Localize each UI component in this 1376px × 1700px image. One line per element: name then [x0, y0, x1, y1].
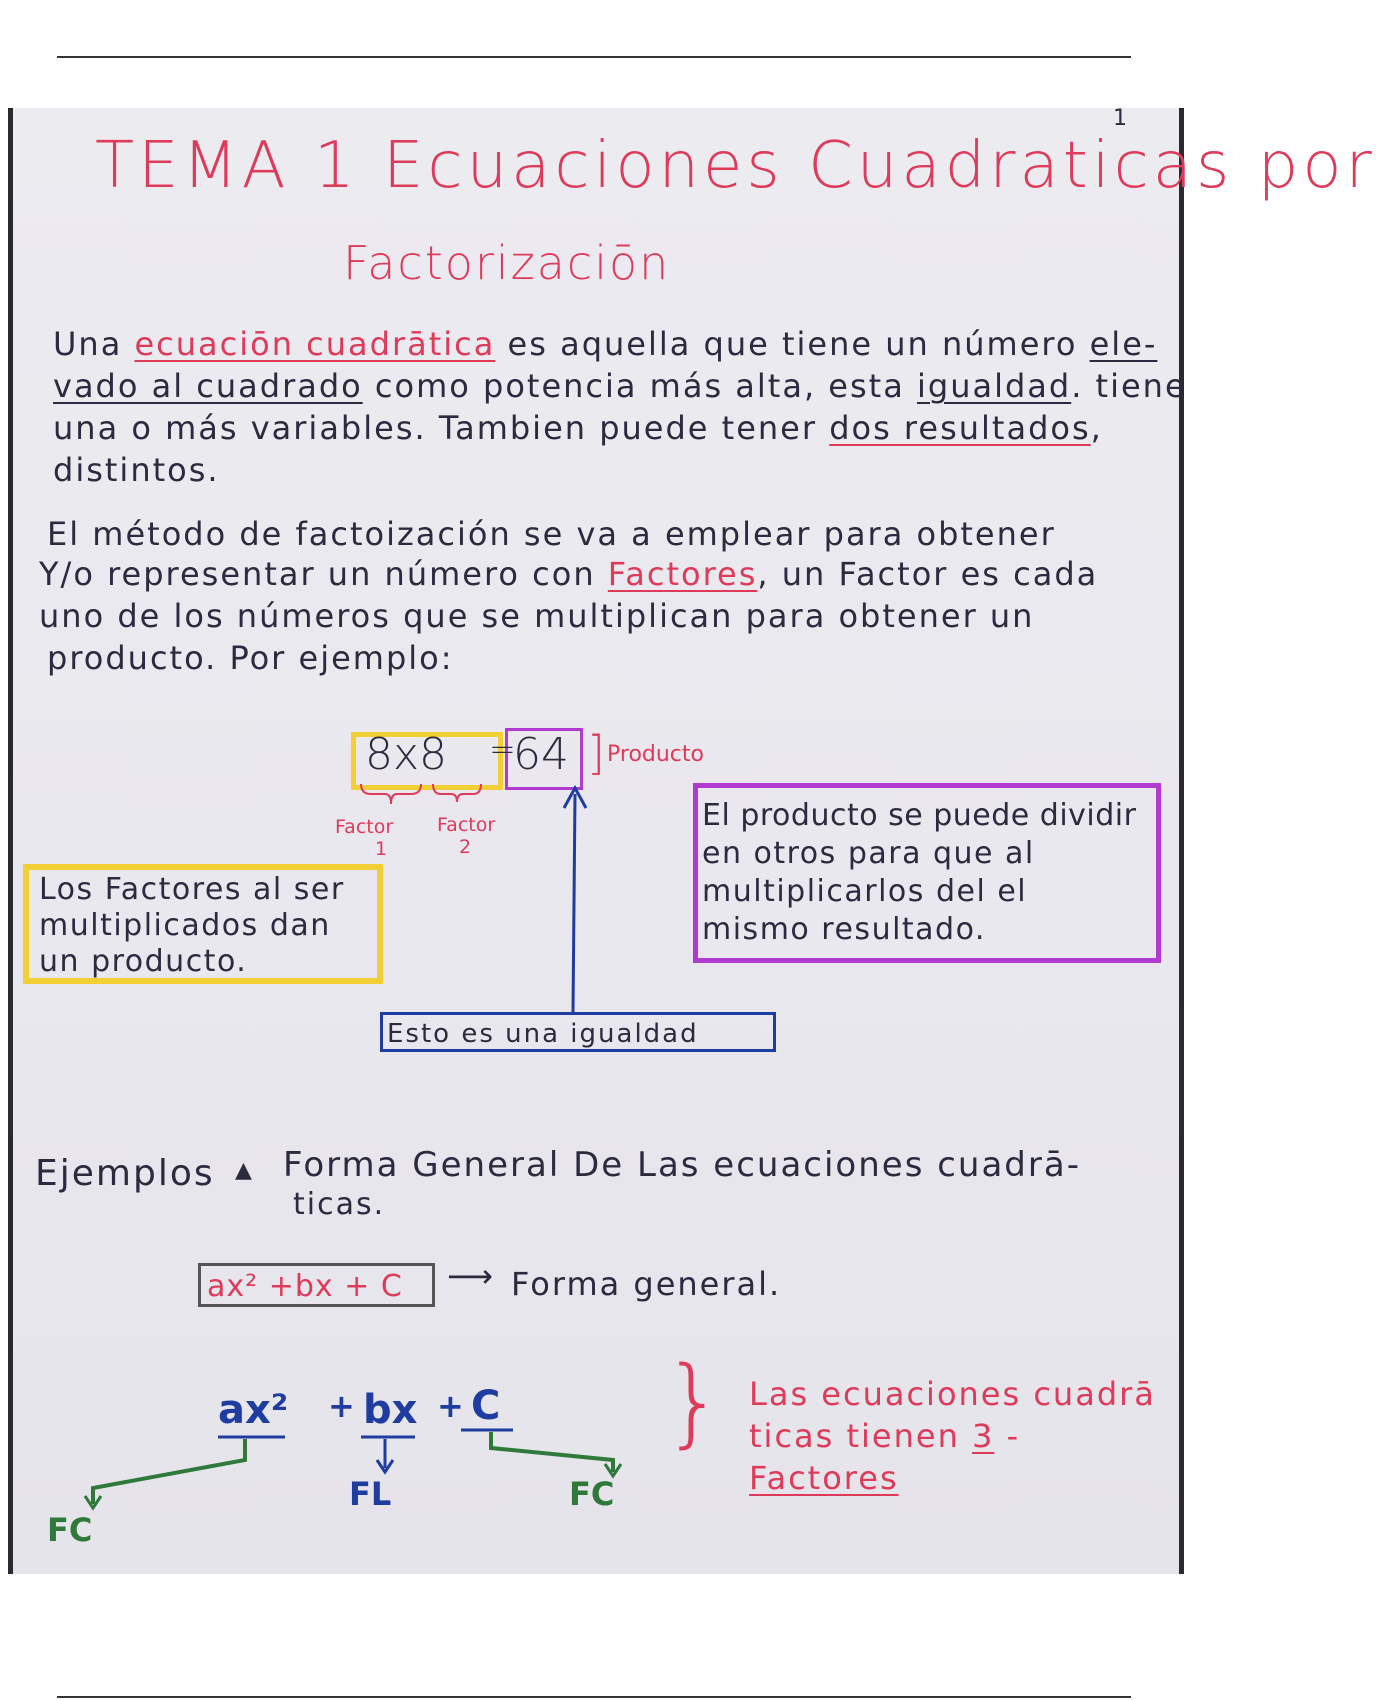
note-factors-line-1: Los Factores al ser	[39, 872, 345, 907]
general-form-label: Forma general.	[511, 1265, 782, 1303]
notebook-page	[8, 106, 1376, 1574]
method-line-2: Y/o representar un número con Factores, un Factor es cada	[39, 555, 1099, 593]
conclusion-line-1: Las ecuaciones cuadrā	[749, 1375, 1156, 1413]
note-product-line-1: El producto se puede dividir	[702, 798, 1137, 833]
term-plus-2: +	[437, 1387, 464, 1425]
term-igualdad: igualdad	[916, 367, 1072, 405]
examples-label: Ejemplos	[35, 1153, 215, 1194]
page-title-line-2: Factorizaciōn	[343, 236, 671, 290]
label-fc-left: FC	[47, 1511, 93, 1549]
term-factores: Factores	[607, 555, 758, 593]
conclusion-line-3: Factores	[749, 1459, 899, 1497]
page-number: 1	[1113, 106, 1127, 131]
term-a: ax²	[218, 1387, 289, 1433]
page-title-line-1: TEMA 1 Ecuaciones Cuadraticas por	[95, 129, 1376, 203]
definition-line-4: distintos.	[53, 451, 220, 489]
note-factors-line-3: un producto.	[39, 944, 248, 979]
product-label: Producto	[607, 742, 704, 767]
general-form-formula: ax² +bx + C	[207, 1269, 403, 1304]
term-elevado-al-cuadrado: vado al cuadrado	[53, 367, 363, 405]
product-value: 64	[513, 729, 569, 780]
term-ecuacion-cuadratica: ecuaciōn cuadrātica	[134, 325, 496, 363]
label-fc-right: FC	[569, 1475, 615, 1513]
method-line-3: uno de los números que se multiplican para obtener un	[39, 597, 1035, 635]
fc-left-connector	[93, 1439, 245, 1504]
factor-1-number: 1	[375, 838, 388, 860]
factor-1-brace	[361, 784, 421, 804]
note-product-line-2: en otros para que al	[702, 836, 1035, 871]
diagram-strokes	[13, 108, 1189, 1574]
factor-2-brace	[433, 784, 481, 802]
conclusion-line-2: ticas tienen 3 -	[749, 1417, 1021, 1455]
examples-bullet-icon: ▲	[235, 1158, 252, 1183]
factor-count: 3	[972, 1417, 995, 1455]
method-line-4: producto. Por ejemplo:	[47, 639, 454, 677]
note-factors-line-2: multiplicados dan	[39, 908, 331, 943]
method-line-1: El método de factoización se va a emplear para obtener	[47, 515, 1056, 553]
term-plus-1: +	[328, 1387, 355, 1425]
equals-sign: =	[489, 730, 516, 768]
examples-heading-line-1: Forma General De Las ecuaciones cuadrā-	[283, 1145, 1081, 1185]
term-c: C	[471, 1383, 501, 1429]
factors-expression: 8x8	[365, 729, 448, 780]
label-fl: FL	[349, 1475, 392, 1513]
factor-1-label: Factor	[335, 816, 394, 838]
general-form-arrow-icon: ⟶	[447, 1257, 493, 1295]
note-product-line-3: multiplicarlos del el	[702, 874, 1028, 909]
factor-2-label: Factor	[437, 814, 496, 836]
factor-2-number: 2	[459, 836, 472, 858]
conclusion-brace: }	[663, 1346, 725, 1458]
definition-line-3: una o más variables. Tambien puede tener dos resultados,	[53, 409, 1103, 447]
note-product-line-4: mismo resultado.	[702, 912, 986, 947]
definition-line-2: vado al cuadrado como potencia más alta, esta igualdad. tiene	[53, 367, 1187, 405]
examples-heading-line-2: ticas.	[293, 1187, 386, 1222]
top-rule	[57, 56, 1131, 58]
equality-label: Esto es una igualdad	[387, 1019, 699, 1049]
fc-right-connector	[491, 1432, 613, 1472]
equality-arrow-line	[573, 794, 575, 1012]
term-dos-resultados: dos resultados	[829, 409, 1091, 447]
term-b: bx	[363, 1387, 418, 1433]
definition-line-1: Una ecuaciōn cuadrātica es aquella que tiene un número ele-	[53, 325, 1158, 363]
bottom-rule	[57, 1696, 1131, 1698]
product-bracket: ]	[587, 726, 605, 780]
